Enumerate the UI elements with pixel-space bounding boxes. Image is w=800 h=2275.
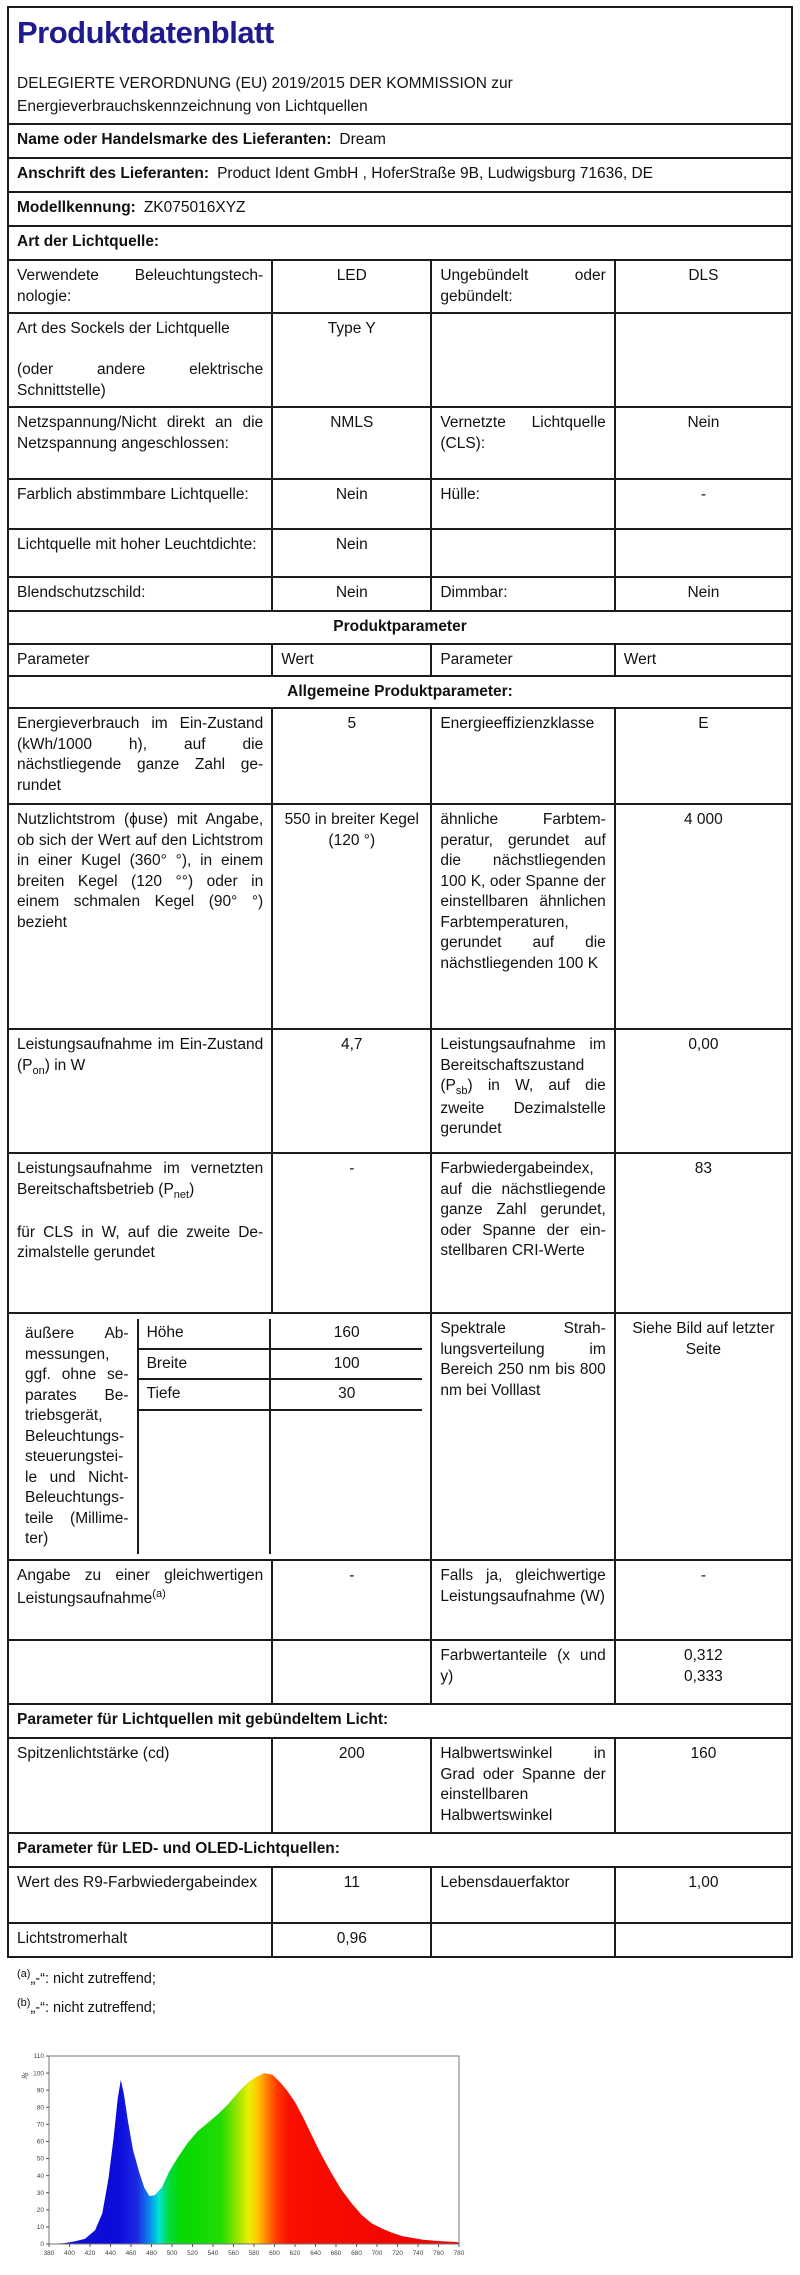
svg-text:400: 400 [64, 2250, 75, 2258]
title-cell [8, 7, 792, 124]
param-cell: Nutzlichtstrom (ϕuse) mit Angabe, ob sich der Wert auf den Lichtstrom in einer Kugel (360° °), in einem breiten Kegel (120 °°) oder in einem schmalen Kegel (90° °) bezieht [8, 804, 272, 1029]
empty-cell [269, 1411, 422, 1555]
param-cell: Lichtstromerhalt [8, 1923, 272, 1957]
supplier-name-row [8, 124, 792, 158]
col-header: Parameter [8, 644, 272, 676]
svg-text:20: 20 [36, 2207, 44, 2215]
value-cell: Nein [272, 529, 431, 577]
footnotes [7, 1958, 793, 2016]
led-oled-header: Parameter für LED- und OLED-Lichtquellen: [8, 1833, 792, 1867]
svg-text:440: 440 [105, 2250, 116, 2258]
svg-text:0: 0 [40, 2241, 44, 2249]
param-cell: Leistungsaufnahme im Bereitschaftszustand $(P_{sb})$ in W, auf die zweite Dezimalstelle gerundet [431, 1029, 614, 1153]
param-cell: ähnliche Farbtemperatur, gerundet auf die nächstliegenden 100 K, oder Spanne der einstellbaren ähnlichen Farbtemperaturen, gerundet auf die nächstliegenden 100 K [431, 804, 614, 1029]
empty-cell [431, 529, 614, 577]
value-cell: Nein [272, 479, 431, 529]
empty-cell [8, 1640, 272, 1704]
param-cell: Farbwiedergabeindex, auf die nächstliegende ganze Zahl gerundet, oder Spanne der einstellbaren CRI-Werte [431, 1153, 614, 1313]
svg-text:580: 580 [248, 2250, 260, 2258]
value-cell: Siehe Bild auf letzter Seite [615, 1313, 792, 1560]
svg-text:680: 680 [351, 2250, 362, 2258]
table-row [8, 1029, 792, 1153]
dimension-value: 100 [269, 1350, 422, 1378]
svg-text:40: 40 [36, 2172, 44, 2180]
value-cell: - [272, 1153, 431, 1313]
param-cell: Vernetzte Lichtquelle (CLS): [431, 407, 614, 479]
svg-text:%: % [19, 2070, 31, 2081]
svg-text:460: 460 [125, 2250, 137, 2258]
footnote-text: „-“: nicht zutreffend; [30, 2000, 156, 2017]
table-row [8, 479, 792, 529]
svg-text:480: 480 [146, 2250, 157, 2258]
light-source-type-label: Art der Lichtquelle: [17, 233, 160, 251]
param-cell: Lichtquelle mit hoher Leuchtdichte: [8, 529, 272, 577]
param-cell: Wert des R9-Farbwiedergabeindex [8, 1867, 272, 1923]
svg-text:420: 420 [84, 2250, 96, 2258]
value-cell: 83 [615, 1153, 792, 1313]
dimension-value: 160 [269, 1319, 422, 1347]
svg-text:70: 70 [36, 2121, 44, 2129]
datasheet-table [7, 6, 793, 1958]
regulation-line-1: DELEGIERTE VERORDNUNG (EU) 2019/2015 DER KOMMISSION zur [17, 74, 513, 92]
param-cell: Energieverbrauch im Ein-Zustand (kWh/1000 h), auf die nächstliegende ganze Zahl gerundet [8, 708, 272, 804]
svg-text:10: 10 [36, 2224, 44, 2232]
title-row [8, 7, 792, 124]
param-cell: Leistungsaufnahme im vernetzten Bereitschaftsbetrieb $(P_{net})$ für CLS in W, auf die zweite Dezimalstelle gerundet [8, 1153, 272, 1313]
footnote-marker: (b) [17, 1997, 31, 2010]
table-row [8, 1738, 792, 1833]
table-row [8, 577, 792, 611]
param-cell: Ungebündelt oder gebündelt: [431, 260, 614, 313]
dimension-height-row [139, 1319, 423, 1349]
value-cell: Type Y [272, 313, 431, 407]
svg-text:520: 520 [187, 2250, 198, 2258]
value-cell: 1,00 [615, 1867, 792, 1923]
value-cell: 200 [272, 1738, 431, 1833]
value-cell: - [615, 1560, 792, 1640]
dimension-value: 30 [269, 1380, 422, 1408]
produktparameter-header: Produktparameter [8, 611, 792, 643]
param-cell: Energieeffizienzklasse [431, 708, 614, 804]
table-row [8, 1867, 792, 1923]
svg-text:50: 50 [36, 2155, 44, 2163]
svg-text:740: 740 [412, 2250, 424, 2258]
col-header: Wert [272, 644, 431, 676]
value-cell: DLS [615, 260, 792, 313]
svg-text:80: 80 [36, 2104, 44, 2112]
param-cell: Dimmbar: [431, 577, 614, 611]
svg-text:90: 90 [36, 2087, 44, 2095]
value-cell: NMLS [272, 407, 431, 479]
column-header-row [8, 644, 792, 676]
dimensions-wrap [17, 1319, 422, 1554]
value-cell: Nein [615, 577, 792, 611]
svg-text:700: 700 [371, 2250, 383, 2258]
footnote-b [17, 1997, 783, 2016]
value-cell: Nein [272, 577, 431, 611]
footnote-marker: (a) [17, 1968, 31, 1981]
svg-text:600: 600 [269, 2250, 280, 2258]
table-row [8, 1640, 792, 1704]
dimension-name: Tiefe [146, 1385, 181, 1403]
dimension-depth-row [139, 1380, 423, 1410]
page-title: Produktdatenblatt [17, 15, 274, 50]
param-cell: Halbwertswinkel in Grad oder Spanne der einstellbaren Halbwertswinkel [431, 1738, 614, 1833]
svg-text:100: 100 [33, 2070, 44, 2078]
svg-text:760: 760 [433, 2250, 444, 2258]
model-id-cell [8, 192, 792, 226]
supplier-name-cell [8, 124, 792, 158]
supplier-address-value: Product Ident GmbH , HoferStraße 9B, Ludwigsburg 71636, DE [217, 165, 654, 183]
regulation-line-2: Energieverbrauchskennzeichnung von Lichtquellen [17, 98, 368, 116]
table-row [8, 1560, 792, 1640]
section-header-row [8, 1833, 792, 1867]
supplier-address-label: Anschrift des Lieferanten: [17, 165, 210, 183]
param-cell: Art des Sockels der Lichtquelle (oder andere elektrische Schnittstelle) [8, 313, 272, 407]
empty-cell [431, 1923, 614, 1957]
table-row [8, 804, 792, 1029]
supplier-address-cell [8, 158, 792, 192]
empty-cell [431, 313, 614, 407]
table-row [8, 1153, 792, 1313]
empty-cell [139, 1411, 270, 1555]
param-cell: Falls ja, gleichwertige Leistungsaufnahme (W) [431, 1560, 614, 1640]
value-cell: - [272, 1560, 431, 1640]
table-row [8, 260, 792, 313]
light-source-type-row [8, 226, 792, 260]
value-cell: 4 000 [615, 804, 792, 1029]
dimensions-cell [8, 1313, 431, 1560]
value-cell: - [615, 479, 792, 529]
param-cell: Hülle: [431, 479, 614, 529]
value-cell: 0,312 0,333 [615, 1640, 792, 1704]
table-row [8, 708, 792, 804]
param-cell: Angabe zu einer gleichwertigen Leistungsaufnahme$^{(a)}$ [8, 1560, 272, 1640]
empty-cell [615, 529, 792, 577]
dimension-width-row [139, 1350, 423, 1380]
model-id-label: Modellkennung: [17, 199, 136, 217]
value-cell: 4,7 [272, 1029, 431, 1153]
param-cell: Netzspannung/Nicht direkt an die Netzspannung angeschlossen: [8, 407, 272, 479]
svg-text:30: 30 [36, 2190, 44, 2198]
svg-text:660: 660 [330, 2250, 342, 2258]
value-cell: LED [272, 260, 431, 313]
value-cell: 550 in breiter Kegel (120 °) [272, 804, 431, 1029]
empty-cell [615, 313, 792, 407]
table-row [8, 529, 792, 577]
svg-text:620: 620 [289, 2250, 301, 2258]
spectral-distribution-chart [19, 2046, 793, 2269]
model-id-row [8, 192, 792, 226]
svg-text:500: 500 [166, 2250, 178, 2258]
col-header: Wert [615, 644, 792, 676]
value-cell: 0,96 [272, 1923, 431, 1957]
value-cell: Nein [615, 407, 792, 479]
value-cell: E [615, 708, 792, 804]
svg-text:380: 380 [43, 2250, 55, 2258]
svg-text:110: 110 [33, 2053, 44, 2061]
param-cell: Spitzenlichtstärke (cd) [8, 1738, 272, 1833]
dimension-name: Breite [146, 1354, 188, 1372]
param-cell: Farblich abstimmbare Lichtquelle: [8, 479, 272, 529]
supplier-address-row [8, 158, 792, 192]
dimensions-subtable [139, 1319, 423, 1554]
value-cell: 11 [272, 1867, 431, 1923]
svg-text:560: 560 [228, 2250, 239, 2258]
footnote-a [17, 1968, 783, 1987]
dimension-name: Höhe [146, 1324, 184, 1342]
empty-cell [615, 1923, 792, 1957]
supplier-name-value: Dream [339, 131, 386, 149]
section-header-row [8, 611, 792, 643]
svg-text:540: 540 [207, 2250, 219, 2258]
table-row [8, 407, 792, 479]
value-cell: 0,00 [615, 1029, 792, 1153]
value-cell: 160 [615, 1738, 792, 1833]
footnote-text: „-“: nicht zutreffend; [30, 1971, 156, 1988]
beamed-light-header: Parameter für Lichtquellen mit gebündeltem Licht: [8, 1704, 792, 1738]
table-row [8, 313, 792, 407]
empty-cell [272, 1640, 431, 1704]
section-header-row [8, 676, 792, 708]
dimensions-label: äußere Abmessungen, ggf. ohne separates Betriebsgerät, Beleuchtungssteuerungsteile und Nicht-Beleuchtungsteile (Millimeter) [17, 1319, 139, 1554]
svg-text:640: 640 [310, 2250, 321, 2258]
svg-text:60: 60 [36, 2138, 44, 2146]
table-row [8, 1923, 792, 1957]
dimensions-filler [139, 1411, 423, 1555]
param-cell: Spektrale Strahlungsverteilung im Bereich 250 nm bis 800 nm bei Volllast [431, 1313, 614, 1560]
light-source-type-cell [8, 226, 792, 260]
col-header: Parameter [431, 644, 614, 676]
param-cell: Blendschutzschild: [8, 577, 272, 611]
general-parameters-header: Allgemeine Produktparameter: [8, 676, 792, 708]
param-cell: Leistungsaufnahme im Ein-Zustand $(P_{on})$ in W [8, 1029, 272, 1153]
param-cell: Verwendete Beleuchtungstechnologie: [8, 260, 272, 313]
model-id-value: ZK075016XYZ [143, 199, 246, 217]
svg-text:720: 720 [392, 2250, 403, 2258]
spectral-chart-svg [19, 2046, 471, 2264]
value-cell: 5 [272, 708, 431, 804]
supplier-name-label: Name oder Handelsmarke des Lieferanten: [17, 131, 332, 149]
svg-text:780: 780 [453, 2250, 465, 2258]
param-cell: Lebensdauerfaktor [431, 1867, 614, 1923]
section-header-row [8, 1704, 792, 1738]
param-cell: Farbwertanteile (x und y) [431, 1640, 614, 1704]
dimensions-row [8, 1313, 792, 1560]
